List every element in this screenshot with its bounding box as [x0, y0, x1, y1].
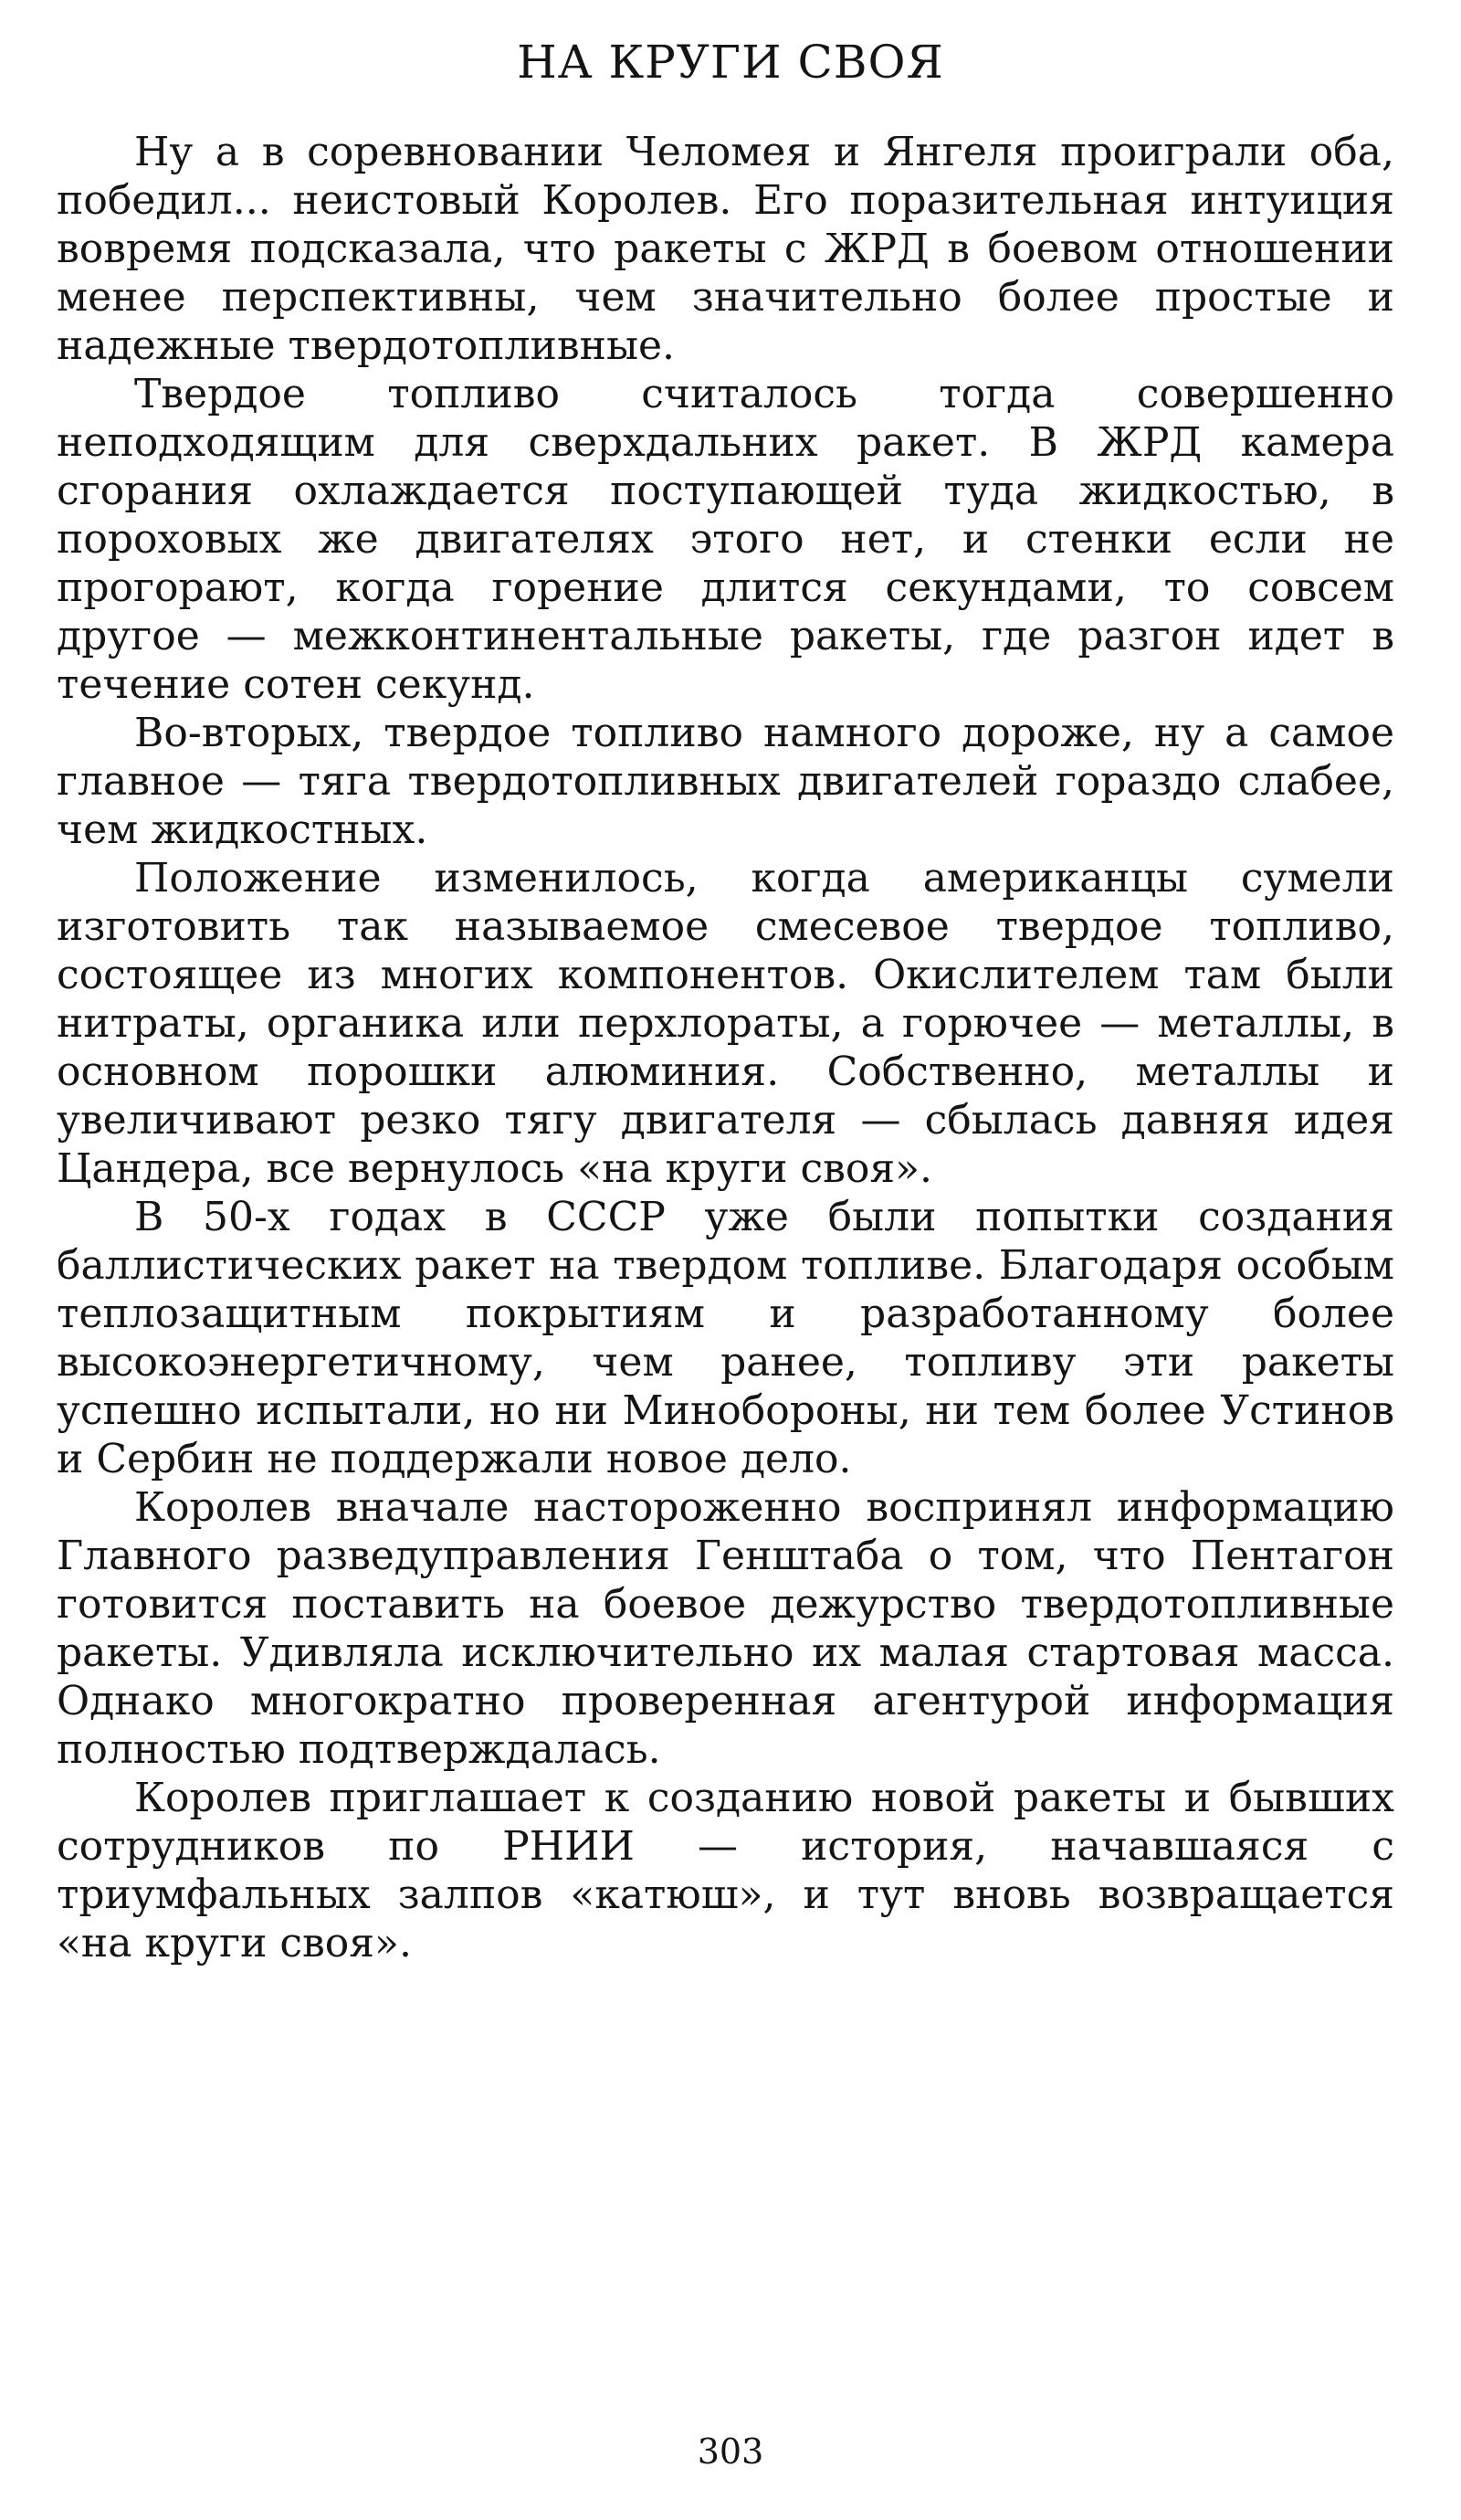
- paragraph-5: В 50-х годах в СССР уже были попытки создания баллистических ракет на твердом топливе. Благодаря особым теплозащитным покрытиям и разработанному более высокоэнергетичному, чем ранее, топливу эти ракеты успешно испытали, но ни Минобороны, ни тем более Устинов и Сербин не поддержали новое дело.: [57, 1194, 1394, 1482]
- paragraph-1: Ну а в соревновании Челомея и Янгеля проиграли оба, победил... неистовый Королев. Его поразительная интуиция вовремя подсказала, что ракеты с ЖРД в боевом отношении менее перспективны, чем значительно более простые и надежные твердотопливные.: [57, 129, 1394, 369]
- paragraph-3: Во-вторых, твердое топливо намного дороже, ну а самое главное — тяга твердотопливных двигателей гораздо слабее, чем жидкостных.: [57, 710, 1394, 853]
- body-text: [57, 128, 1394, 1967]
- page-number: 303: [697, 2431, 764, 2472]
- paragraph-7: Королев приглашает к созданию новой ракеты и бывших сотрудников по РНИИ — история, начавшаяся с триумфальных залпов «катюш», и тут вновь возвращается «на круги своя».: [57, 1775, 1394, 1966]
- paragraph-4: Положение изменилось, когда американцы сумели изготовить так называемое смесевое твердое топливо, состоящее из многих компонентов. Окислителем там были нитраты, органика или перхлораты, а горючее — металлы, в основном порошки алюминия. Собственно, металлы и увеличивают резко тягу двигателя — сбылась давняя идея Цандера, все вернулось «на круги своя».: [57, 855, 1394, 1192]
- running-head: НА КРУГИ СВОЯ: [517, 36, 944, 89]
- paragraph-2: Твердое топливо считалось тогда совершенно неподходящим для сверхдальних ракет. В ЖРД камера сгорания охлаждается поступающей туда жидкостью, в пороховых же двигателях этого нет, и стенки если не прогорают, когда горение длится секундами, то совсем другое — межконтинентальные ракеты, где разгон идет в течение сотен секунд.: [57, 371, 1394, 708]
- paragraph-6: Королев вначале настороженно воспринял информацию Главного разведуправления Генштаба о том, что Пентагон готовится поставить на боевое дежурство твердотопливные ракеты. Удивляла исключительно их малая стартовая масса. Однако многократно проверенная агентурой информация полностью подтверждалась.: [57, 1484, 1394, 1773]
